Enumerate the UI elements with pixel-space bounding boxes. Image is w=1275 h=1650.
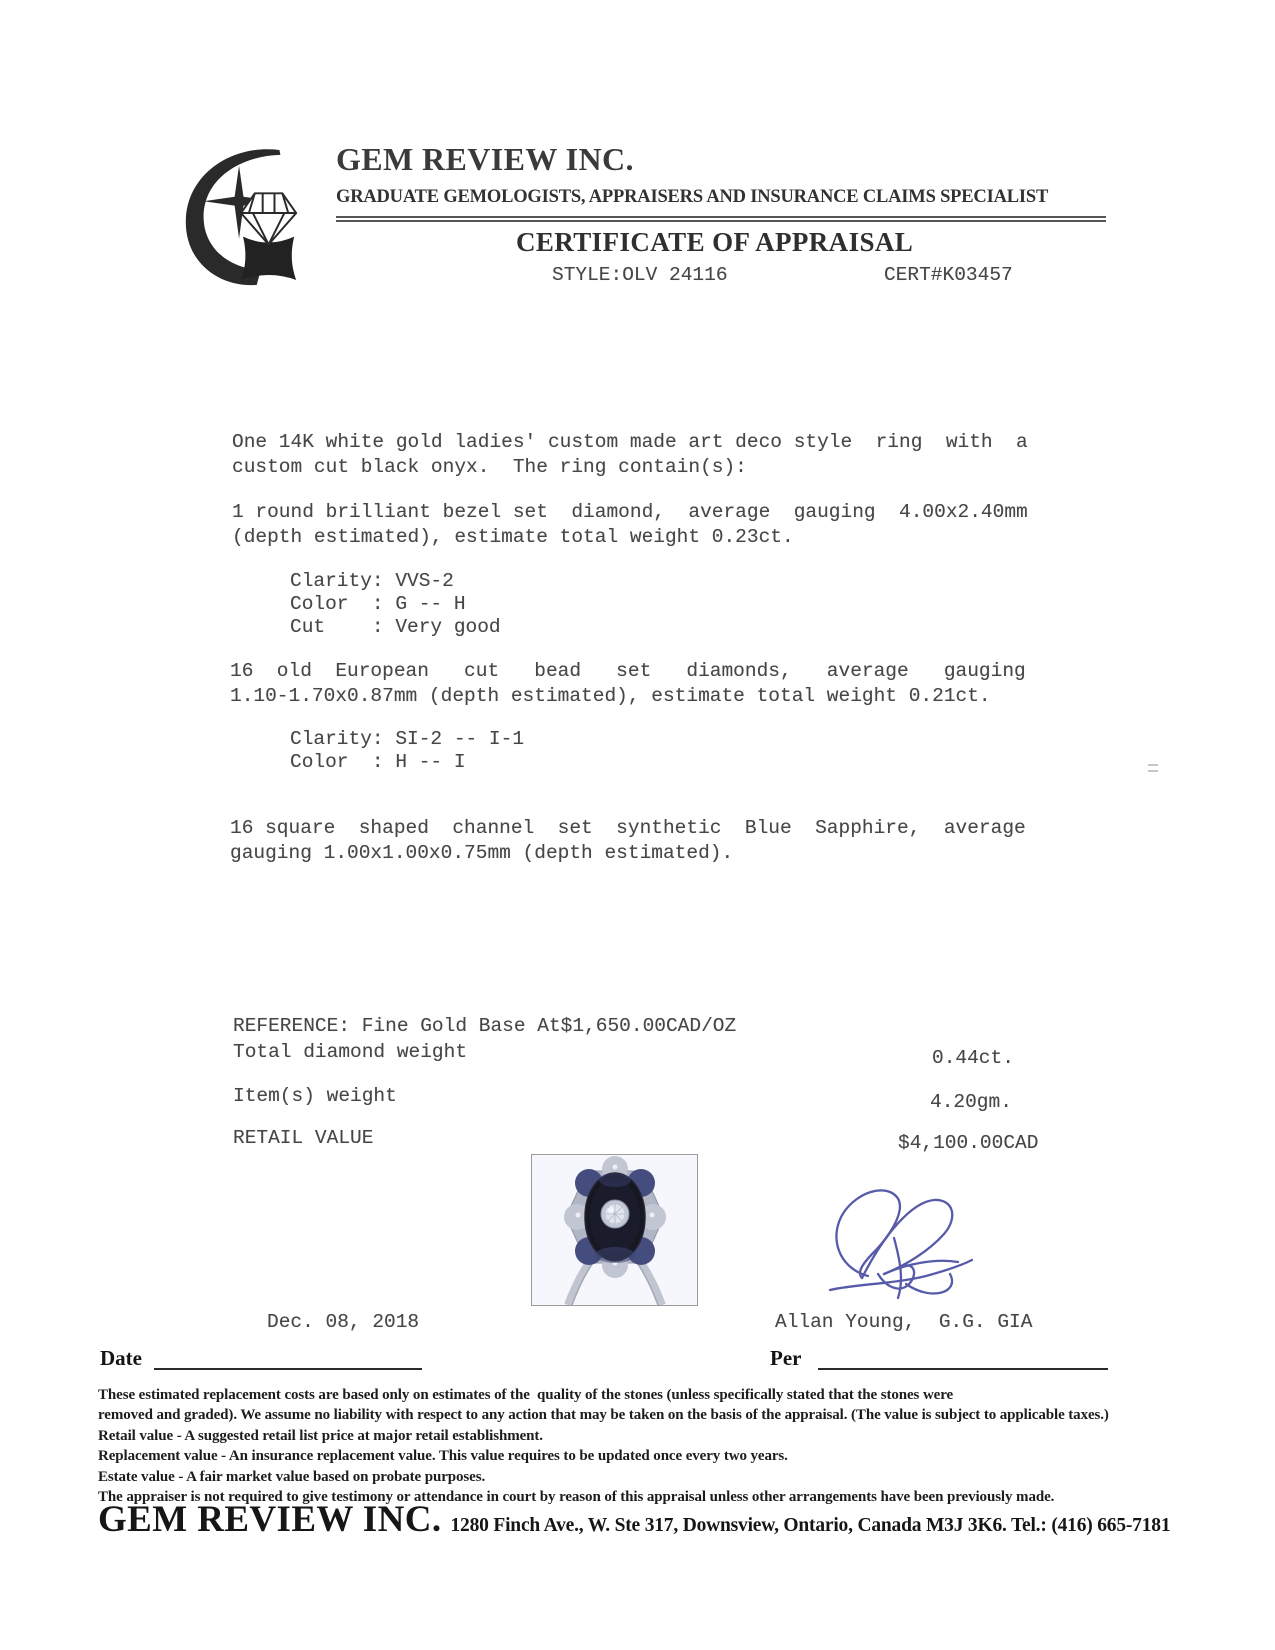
- diamond-icon: [241, 193, 296, 244]
- total-diamond-weight-label: Total diamond weight: [233, 1041, 468, 1063]
- melee-description-paragraph: 16 old European cut bead set diamonds, average gauging 1.10-1.70x0.87mm (depth estimated), estimate total weight 0.21ct.: [230, 660, 1026, 707]
- retail-value-amount: $4,100.00CAD: [898, 1132, 1039, 1154]
- appraiser-name: Allan Young, G.G. GIA: [775, 1311, 1033, 1333]
- per-signature-line: [818, 1368, 1108, 1370]
- gem-review-logo-icon: [178, 140, 306, 288]
- total-diamond-weight-value: 0.44ct.: [932, 1047, 1014, 1069]
- cert-number: CERT#K03457: [884, 264, 1013, 286]
- reference-line: REFERENCE: Fine Gold Base At$1,650.00CAD/OZ: [233, 1015, 737, 1037]
- certificate-title: CERTIFICATE OF APPRAISAL: [516, 227, 914, 257]
- style-number: STYLE:OLV 24116: [552, 264, 728, 286]
- disclaimer-block: These estimated replacement costs are based only on estimates of the quality of the stones (unless specifically stated that the stones were removed and graded). We assume no liability with respect to any action that may be taken on the basis of the appraisal. (The value is subject to applicable taxes.) Retail value - A suggested retail list price at major retail establishment. Replacement value - An insurance replacement value. This value requires to be updated once every two years. Estate value - A fair market value based on probate purposes. The appraiser is not required to give testimony or attendance in court by reason of this appraisal unless other arrangements have been previously made.: [98, 1387, 1109, 1506]
- item-weight-label: Item(s) weight: [233, 1085, 397, 1107]
- company-tagline: GRADUATE GEMOLOGISTS, APPRAISERS AND INSURANCE CLAIMS SPECIALIST: [336, 187, 1049, 207]
- intro-paragraph: One 14K white gold ladies' custom made art deco style ring with a custom cut black onyx. The ring contain(s):: [232, 431, 1028, 478]
- scan-artifact: [1148, 764, 1158, 772]
- footer: [98, 1498, 1170, 1541]
- diamond-specs-block: Clarity: VVS-2 Color : G -- H Cut : Very good: [290, 570, 501, 638]
- signature: [808, 1172, 978, 1312]
- melee-specs-block: Clarity: SI-2 -- I-1 Color : H -- I: [290, 728, 525, 773]
- diamond-description-paragraph: 1 round brilliant bezel set diamond, average gauging 4.00x2.40mm (depth estimated), estimate total weight 0.23ct.: [232, 501, 1028, 548]
- per-label: Per: [770, 1346, 802, 1370]
- appraisal-date: Dec. 08, 2018: [267, 1311, 420, 1333]
- retail-value-label: RETAIL VALUE: [233, 1127, 374, 1149]
- footer-address: 1280 Finch Ave., W. Ste 317, Downsview, Ontario, Canada M3J 3K6. Tel.: (416) 665-7181: [450, 1515, 1171, 1536]
- sapphire-description-paragraph: 16 square shaped channel set synthetic Blue Sapphire, average gauging 1.00x1.00x0.75mm (depth estimated).: [230, 817, 1026, 864]
- ring-photo: [531, 1154, 698, 1306]
- item-weight-value: 4.20gm.: [930, 1091, 1012, 1113]
- date-label: Date: [100, 1346, 142, 1370]
- ring-photo-image: [532, 1155, 697, 1305]
- footer-company-name: GEM REVIEW INC.: [98, 1499, 442, 1540]
- company-name: GEM REVIEW INC.: [336, 141, 634, 177]
- date-signature-line: [154, 1368, 422, 1370]
- header-double-rule: [336, 216, 1106, 222]
